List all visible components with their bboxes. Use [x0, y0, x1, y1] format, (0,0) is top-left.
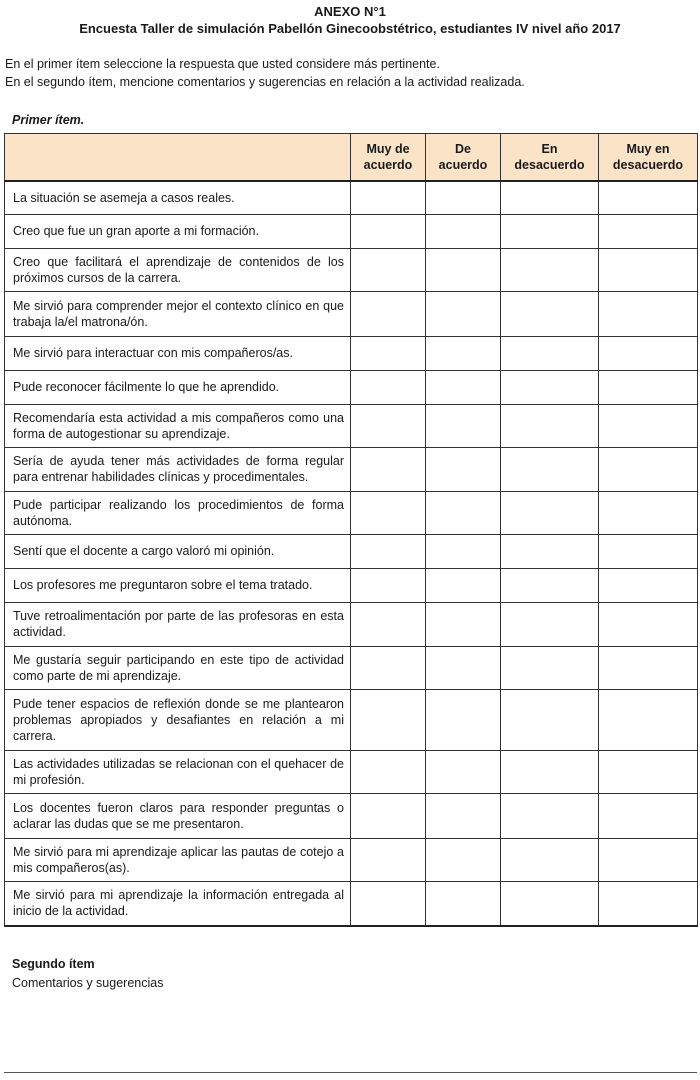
answer-cell-muy-de-acuerdo[interactable] [351, 491, 426, 534]
survey-table [4, 133, 698, 927]
answer-cell-de-acuerdo[interactable] [426, 291, 501, 336]
answer-cell-muy-de-acuerdo[interactable] [351, 689, 426, 750]
statement-column-header [5, 134, 351, 182]
answer-cell-muy-de-acuerdo[interactable] [351, 181, 426, 214]
answer-cell-de-acuerdo[interactable] [426, 404, 501, 447]
statement-cell: Me sirvió para mi aprendizaje aplicar las pautas de cotejo a mis compañeros(as). [5, 838, 351, 881]
column-header-muy-en-desacuerdo [599, 134, 698, 182]
statement-cell: Me sirvió para interactuar con mis compañeros/as. [5, 336, 351, 370]
table-row [5, 214, 698, 248]
answer-cell-muy-en-desacuerdo[interactable] [599, 534, 698, 568]
answer-cell-de-acuerdo[interactable] [426, 689, 501, 750]
column-header-line: Muy en [626, 142, 670, 156]
table-row [5, 291, 698, 336]
table-row [5, 370, 698, 404]
answer-cell-muy-de-acuerdo[interactable] [351, 646, 426, 689]
answer-cell-en-desacuerdo[interactable] [501, 214, 599, 248]
column-header-line: desacuerdo [514, 158, 585, 172]
statement-cell: Sentí que el docente a cargo valoró mi opinión. [5, 534, 351, 568]
answer-cell-muy-en-desacuerdo[interactable] [599, 750, 698, 793]
answer-cell-muy-en-desacuerdo[interactable] [599, 838, 698, 881]
answer-cell-muy-de-acuerdo[interactable] [351, 214, 426, 248]
answer-cell-de-acuerdo[interactable] [426, 214, 501, 248]
answer-cell-en-desacuerdo[interactable] [501, 838, 599, 881]
table-row [5, 568, 698, 602]
statement-cell: La situación se asemeja a casos reales. [5, 181, 351, 214]
answer-cell-muy-de-acuerdo[interactable] [351, 838, 426, 881]
statement-cell: Las actividades utilizadas se relacionan con el quehacer de mi profesión. [5, 750, 351, 793]
answer-cell-muy-en-desacuerdo[interactable] [599, 291, 698, 336]
table-row [5, 534, 698, 568]
section-2-subtitle: Comentarios y sugerencias [12, 976, 164, 990]
statement-cell: Creo que fue un gran aporte a mi formación. [5, 214, 351, 248]
statement-cell: Pude reconocer fácilmente lo que he aprendido. [5, 370, 351, 404]
answer-cell-muy-de-acuerdo[interactable] [351, 447, 426, 491]
answer-cell-muy-de-acuerdo[interactable] [351, 602, 426, 646]
table-row [5, 181, 698, 214]
answer-cell-muy-en-desacuerdo[interactable] [599, 370, 698, 404]
answer-cell-muy-en-desacuerdo[interactable] [599, 602, 698, 646]
answer-cell-muy-de-acuerdo[interactable] [351, 534, 426, 568]
answer-cell-de-acuerdo[interactable] [426, 248, 501, 291]
table-row [5, 248, 698, 291]
answer-cell-muy-en-desacuerdo[interactable] [599, 214, 698, 248]
table-row [5, 689, 698, 750]
answer-cell-muy-de-acuerdo[interactable] [351, 248, 426, 291]
answer-cell-en-desacuerdo[interactable] [501, 750, 599, 793]
answer-cell-en-desacuerdo[interactable] [501, 568, 599, 602]
answer-cell-en-desacuerdo[interactable] [501, 248, 599, 291]
instruction-line-2: En el segundo ítem, mencione comentarios y sugerencias en relación a la actividad realizada. [5, 75, 525, 89]
answer-cell-muy-de-acuerdo[interactable] [351, 568, 426, 602]
instruction-line-1: En el primer ítem seleccione la respuesta que usted considere más pertinente. [5, 57, 440, 71]
statement-cell: Pude participar realizando los procedimientos de forma autónoma. [5, 491, 351, 534]
answer-cell-muy-de-acuerdo[interactable] [351, 370, 426, 404]
statement-cell: Tuve retroalimentación por parte de las profesoras en esta actividad. [5, 602, 351, 646]
answer-cell-muy-en-desacuerdo[interactable] [599, 404, 698, 447]
column-header-line: Muy de [366, 142, 410, 156]
statement-cell: Recomendaría esta actividad a mis compañeros como una forma de autogestionar su aprendizaje. [5, 404, 351, 447]
answer-cell-muy-de-acuerdo[interactable] [351, 291, 426, 336]
column-header-line: acuerdo [438, 158, 488, 172]
table-row [5, 404, 698, 447]
column-header-line: desacuerdo [612, 158, 684, 172]
answer-cell-en-desacuerdo[interactable] [501, 534, 599, 568]
statement-cell: Creo que facilitará el aprendizaje de contenidos de los próximos cursos de la carrera. [5, 248, 351, 291]
table-row [5, 336, 698, 370]
statement-cell: Los profesores me preguntaron sobre el tema tratado. [5, 568, 351, 602]
answer-cell-muy-de-acuerdo[interactable] [351, 881, 426, 926]
answer-cell-muy-en-desacuerdo[interactable] [599, 689, 698, 750]
column-header-line: acuerdo [363, 158, 413, 172]
statement-cell: Me sirvió para comprender mejor el contexto clínico en que trabaja la/el matrona/ón. [5, 291, 351, 336]
table-row [5, 491, 698, 534]
answer-cell-de-acuerdo[interactable] [426, 447, 501, 491]
answer-cell-de-acuerdo[interactable] [426, 793, 501, 838]
answer-cell-muy-de-acuerdo[interactable] [351, 404, 426, 447]
annex-title: ANEXO N°1 [314, 4, 386, 19]
answer-cell-de-acuerdo[interactable] [426, 568, 501, 602]
table-row [5, 793, 698, 838]
answer-cell-muy-de-acuerdo[interactable] [351, 750, 426, 793]
answer-cell-en-desacuerdo[interactable] [501, 447, 599, 491]
answer-cell-en-desacuerdo[interactable] [501, 181, 599, 214]
answer-cell-en-desacuerdo[interactable] [501, 370, 599, 404]
answer-cell-muy-en-desacuerdo[interactable] [599, 491, 698, 534]
comment-line [4, 1072, 697, 1073]
answer-cell-en-desacuerdo[interactable] [501, 336, 599, 370]
answer-cell-muy-en-desacuerdo[interactable] [599, 447, 698, 491]
table-header-row [5, 134, 698, 182]
answer-cell-de-acuerdo[interactable] [426, 602, 501, 646]
table-row [5, 646, 698, 689]
statement-cell: Me sirvió para mi aprendizaje la información entregada al inicio de la actividad. [5, 881, 351, 926]
answer-cell-en-desacuerdo[interactable] [501, 491, 599, 534]
section-2-title: Segundo ítem [12, 957, 95, 971]
survey-title: Encuesta Taller de simulación Pabellón Ginecoobstétrico, estudiantes IV nivel año 2017 [79, 21, 621, 36]
column-header-en-desacuerdo [501, 134, 599, 182]
answer-cell-de-acuerdo[interactable] [426, 370, 501, 404]
column-header-muy-de-acuerdo [351, 134, 426, 182]
table-row [5, 447, 698, 491]
column-header-de-acuerdo [426, 134, 501, 182]
table-row [5, 750, 698, 793]
answer-cell-de-acuerdo[interactable] [426, 534, 501, 568]
answer-cell-en-desacuerdo[interactable] [501, 602, 599, 646]
answer-cell-en-desacuerdo[interactable] [501, 646, 599, 689]
table-row [5, 838, 698, 881]
answer-cell-en-desacuerdo[interactable] [501, 689, 599, 750]
answer-cell-en-desacuerdo[interactable] [501, 881, 599, 926]
statement-cell: Sería de ayuda tener más actividades de forma regular para entrenar habilidades clínicas y procedimentales. [5, 447, 351, 491]
section-1-title: Primer ítem. [12, 113, 85, 127]
answer-cell-en-desacuerdo[interactable] [501, 291, 599, 336]
statement-cell: Me gustaría seguir participando en este tipo de actividad como parte de mi aprendizaje. [5, 646, 351, 689]
answer-cell-muy-en-desacuerdo[interactable] [599, 336, 698, 370]
statement-cell: Pude tener espacios de reflexión donde se me plantearon problemas apropiados y desafiantes en relación a mi carrera. [5, 689, 351, 750]
answer-cell-muy-de-acuerdo[interactable] [351, 336, 426, 370]
answer-cell-de-acuerdo[interactable] [426, 646, 501, 689]
answer-cell-de-acuerdo[interactable] [426, 181, 501, 214]
answer-cell-muy-en-desacuerdo[interactable] [599, 646, 698, 689]
answer-cell-de-acuerdo[interactable] [426, 881, 501, 926]
answer-cell-muy-de-acuerdo[interactable] [351, 793, 426, 838]
answer-cell-en-desacuerdo[interactable] [501, 404, 599, 447]
answer-cell-de-acuerdo[interactable] [426, 838, 501, 881]
column-header-line: En [541, 142, 558, 156]
answer-cell-de-acuerdo[interactable] [426, 336, 501, 370]
answer-cell-muy-en-desacuerdo[interactable] [599, 181, 698, 214]
answer-cell-en-desacuerdo[interactable] [501, 793, 599, 838]
answer-cell-muy-en-desacuerdo[interactable] [599, 881, 698, 926]
answer-cell-muy-en-desacuerdo[interactable] [599, 568, 698, 602]
answer-cell-de-acuerdo[interactable] [426, 750, 501, 793]
answer-cell-de-acuerdo[interactable] [426, 491, 501, 534]
answer-cell-muy-en-desacuerdo[interactable] [599, 248, 698, 291]
table-row [5, 602, 698, 646]
answer-cell-muy-en-desacuerdo[interactable] [599, 793, 698, 838]
column-header-line: De [455, 142, 471, 156]
instructions [5, 55, 525, 91]
table-row [5, 881, 698, 926]
survey-body [5, 181, 698, 926]
statement-cell: Los docentes fueron claros para responder preguntas o aclarar las dudas que se me presentaron. [5, 793, 351, 838]
